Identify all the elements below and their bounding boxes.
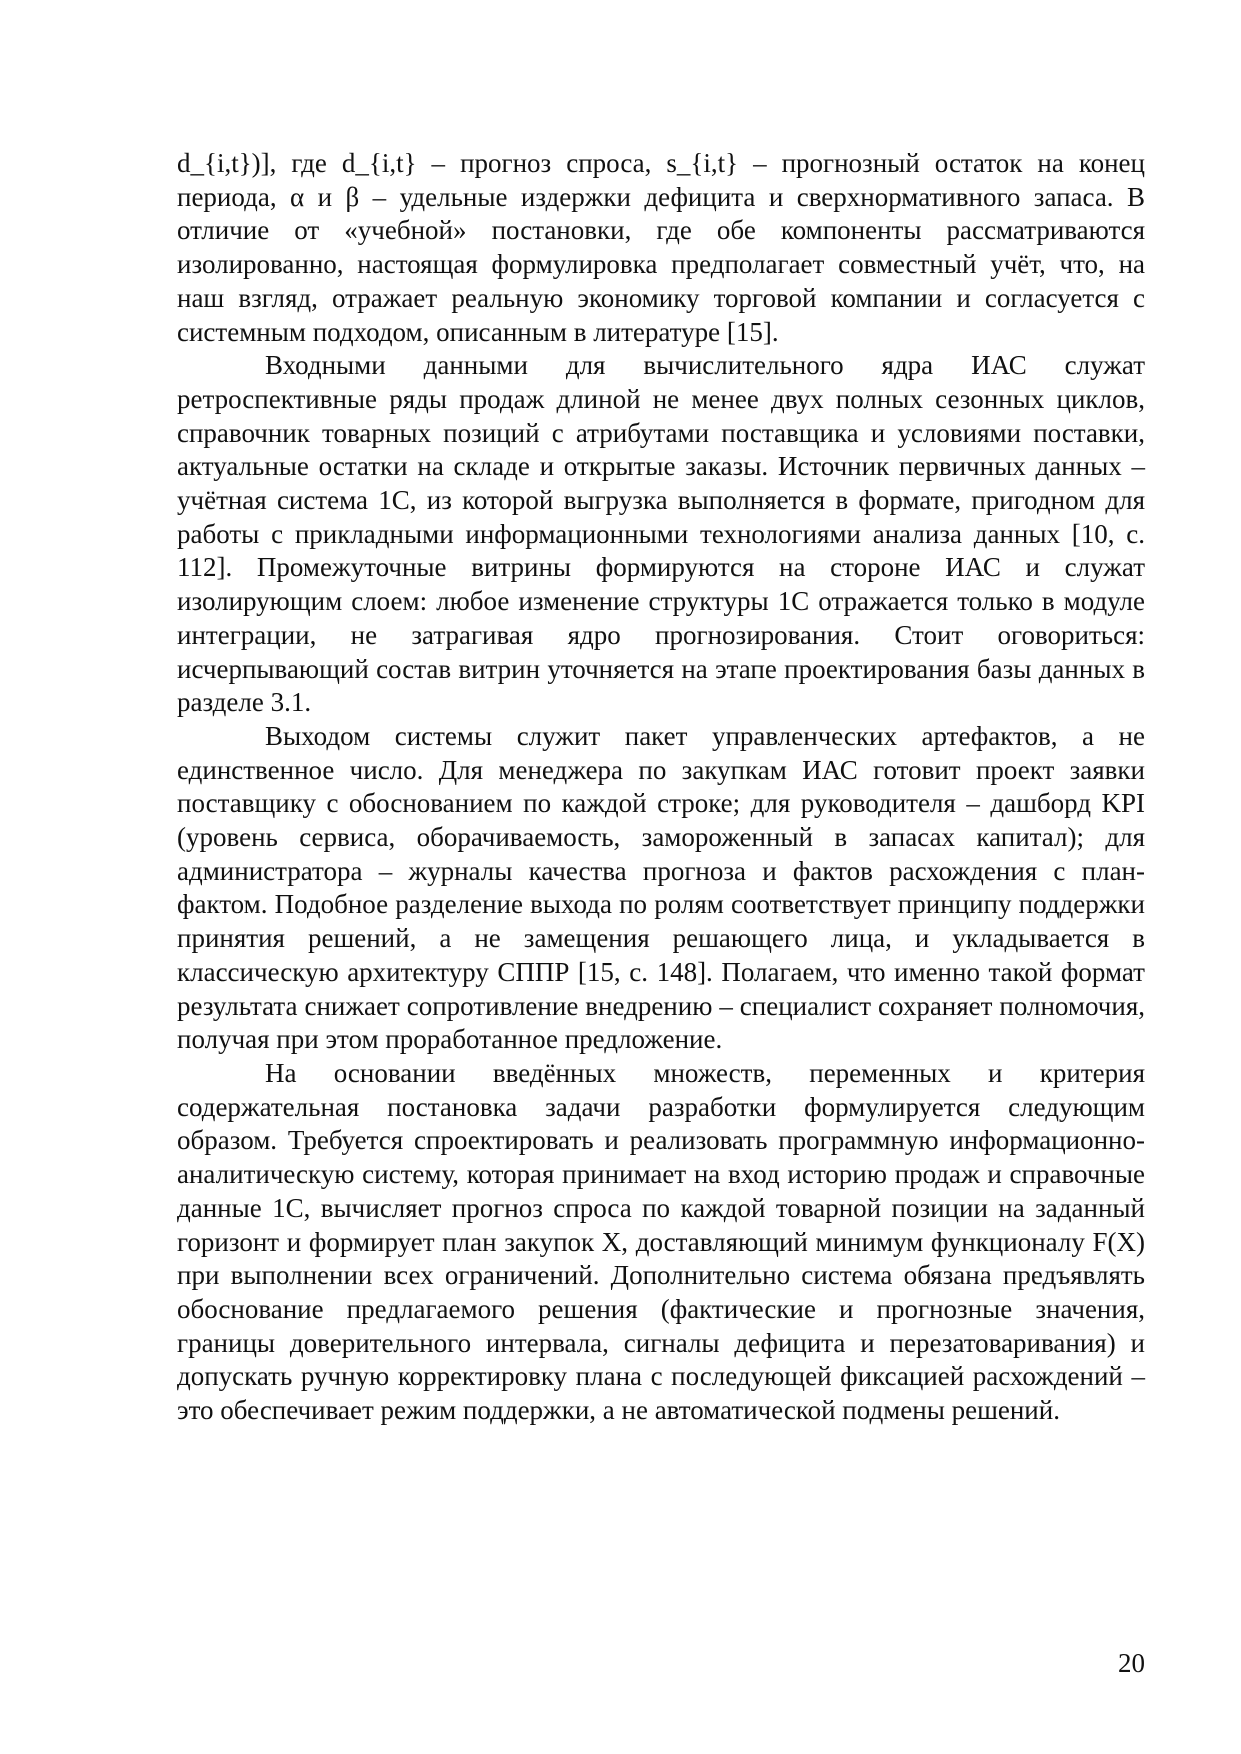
paragraph-3: Выходом системы служит пакет управленческих артефактов, а не единственное число. Для менеджера по закупкам ИАС готовит проект заявки поставщику с обоснованием по каждой строке; для руководителя – дашборд KPI (уровень сервиса, оборачиваемость, замороженный в запасах капитал); для администратора – журналы качества прогноза и фактов расхождения с план-фактом. Подобное разделение выхода по ролям соответствует принципу поддержки принятия решений, а не замещения решающего лица, и укладывается в классическую архитектуру СППР [15, с. 148]. Полагаем, что именно такой формат результата снижает сопротивление внедрению – специалист сохраняет полномочия, получая при этом проработанное предложение. [177, 720, 1145, 1055]
paragraph-2: Входными данными для вычислительного ядра ИАС служат ретроспективные ряды продаж длиной не менее двух полных сезонных циклов, справочник товарных позиций с атрибутами поставщика и условиями поставки, актуальные остатки на складе и открытые заказы. Источник первичных данных – учётная система 1С, из которой выгрузка выполняется в формате, пригодном для работы с прикладными информационными технологиями анализа данных [10, с. 112]. Промежуточные витрины формируются на стороне ИАС и служат изолирующим слоем: любое изменение структуры 1С отражается только в модуле интеграции, не затрагивая ядро прогнозирования. Стоит оговориться: исчерпывающий состав витрин уточняется на этапе проектирования базы данных в разделе 3.1. [177, 350, 1145, 718]
paragraph-1: d_{i,t})], где d_{i,t} – прогноз спроса, s_{i,t} – прогнозный остаток на конец периода, α и β – удельные издержки дефицита и сверхнормативного запаса. В отличие от «учебной» постановки, где обе компоненты рассматриваются изолированно, настоящая формулировка предполагает совместный учёт, что, на наш взгляд, отражает реальную экономику торговой компании и согласуется с системным подходом, описанным в литературе [15]. [177, 148, 1145, 347]
document-body [177, 147, 1145, 1428]
paragraph-4: На основании введённых множеств, переменных и критерия содержательная постановка задачи разработки формулируется следующим образом. Требуется спроектировать и реализовать программную информационно-аналитическую систему, которая принимает на вход историю продаж и справочные данные 1С, вычисляет прогноз спроса по каждой товарной позиции на заданный горизонт и формирует план закупок X, доставляющий минимум функционалу F(X) при выполнении всех ограничений. Дополнительно система обязана предъявлять обоснование предлагаемого решения (фактические и прогнозные значения, границы доверительного интервала, сигналы дефицита и перезатоваривания) и допускать ручную корректировку плана с последующей фиксацией расхождений – это обеспечивает режим поддержки, а не автоматической подмены решений. [177, 1057, 1145, 1426]
page-number: 20 [1118, 1648, 1145, 1678]
